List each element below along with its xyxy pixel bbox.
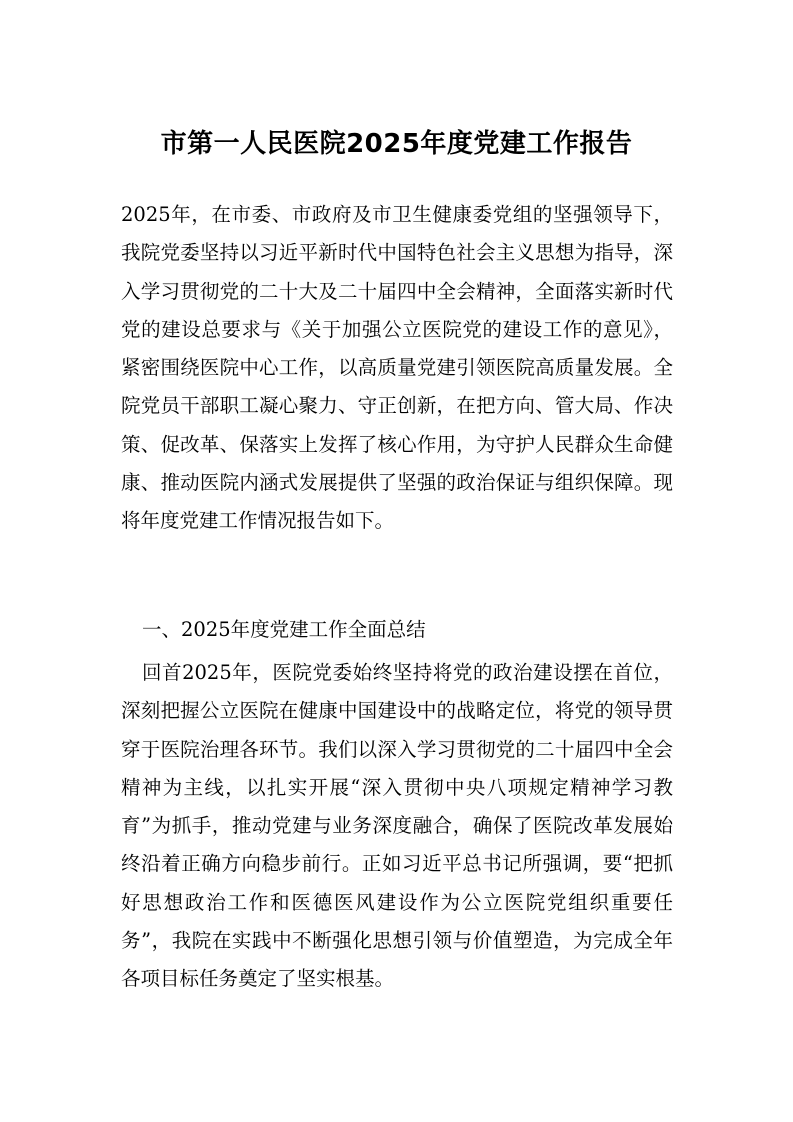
summary-paragraph: 回首2025年，医院党委始终坚持将党的政治建设摆在首位，深刻把握公立医院在健康中国建设中的战略定位，将党的领导贯穿于医院治理各环节。我们以深入学习贯彻党的二十届四中全会精神为主线，以扎实开展“深入贯彻中央八项规定精神学习教育”为抓手，推动党建与业务深度融合，确保了医院改革发展始终沿着正确方向稳步前行。正如习近平总书记所强调，要“把抓好思想政治工作和医德医风建设作为公立医院党组织重要任务”，我院在实践中不断强化思想引领与价值塑造，为完成全年各项目标任务奠定了坚实根基。 xyxy=(121,661,673,991)
section-heading: 一、2025年度党建工作全面总结 xyxy=(142,618,426,641)
intro-paragraph: 2025年，在市委、市政府及市卫生健康委党组的坚强领导下，我院党委坚持以习近平新时代中国特色社会主义思想为指导，深入学习贯彻党的二十大及二十届四中全会精神，全面落实新时代党的建设总要求与《关于加强公立医院党的建设工作的意见》，紧密围绕医院中心工作，以高质量党建引领医院高质量发展。全院党员干部职工凝心聚力、守正创新，在把方向、管大局、作决策、促改革、保落实上发挥了核心作用，为守护人民群众生命健康、推动医院内涵式发展提供了坚强的政治保证与组织保障。现将年度党建工作情况报告如下。 xyxy=(121,203,673,533)
document-title: 市第一人民医院2025年度党建工作报告 xyxy=(160,129,633,159)
